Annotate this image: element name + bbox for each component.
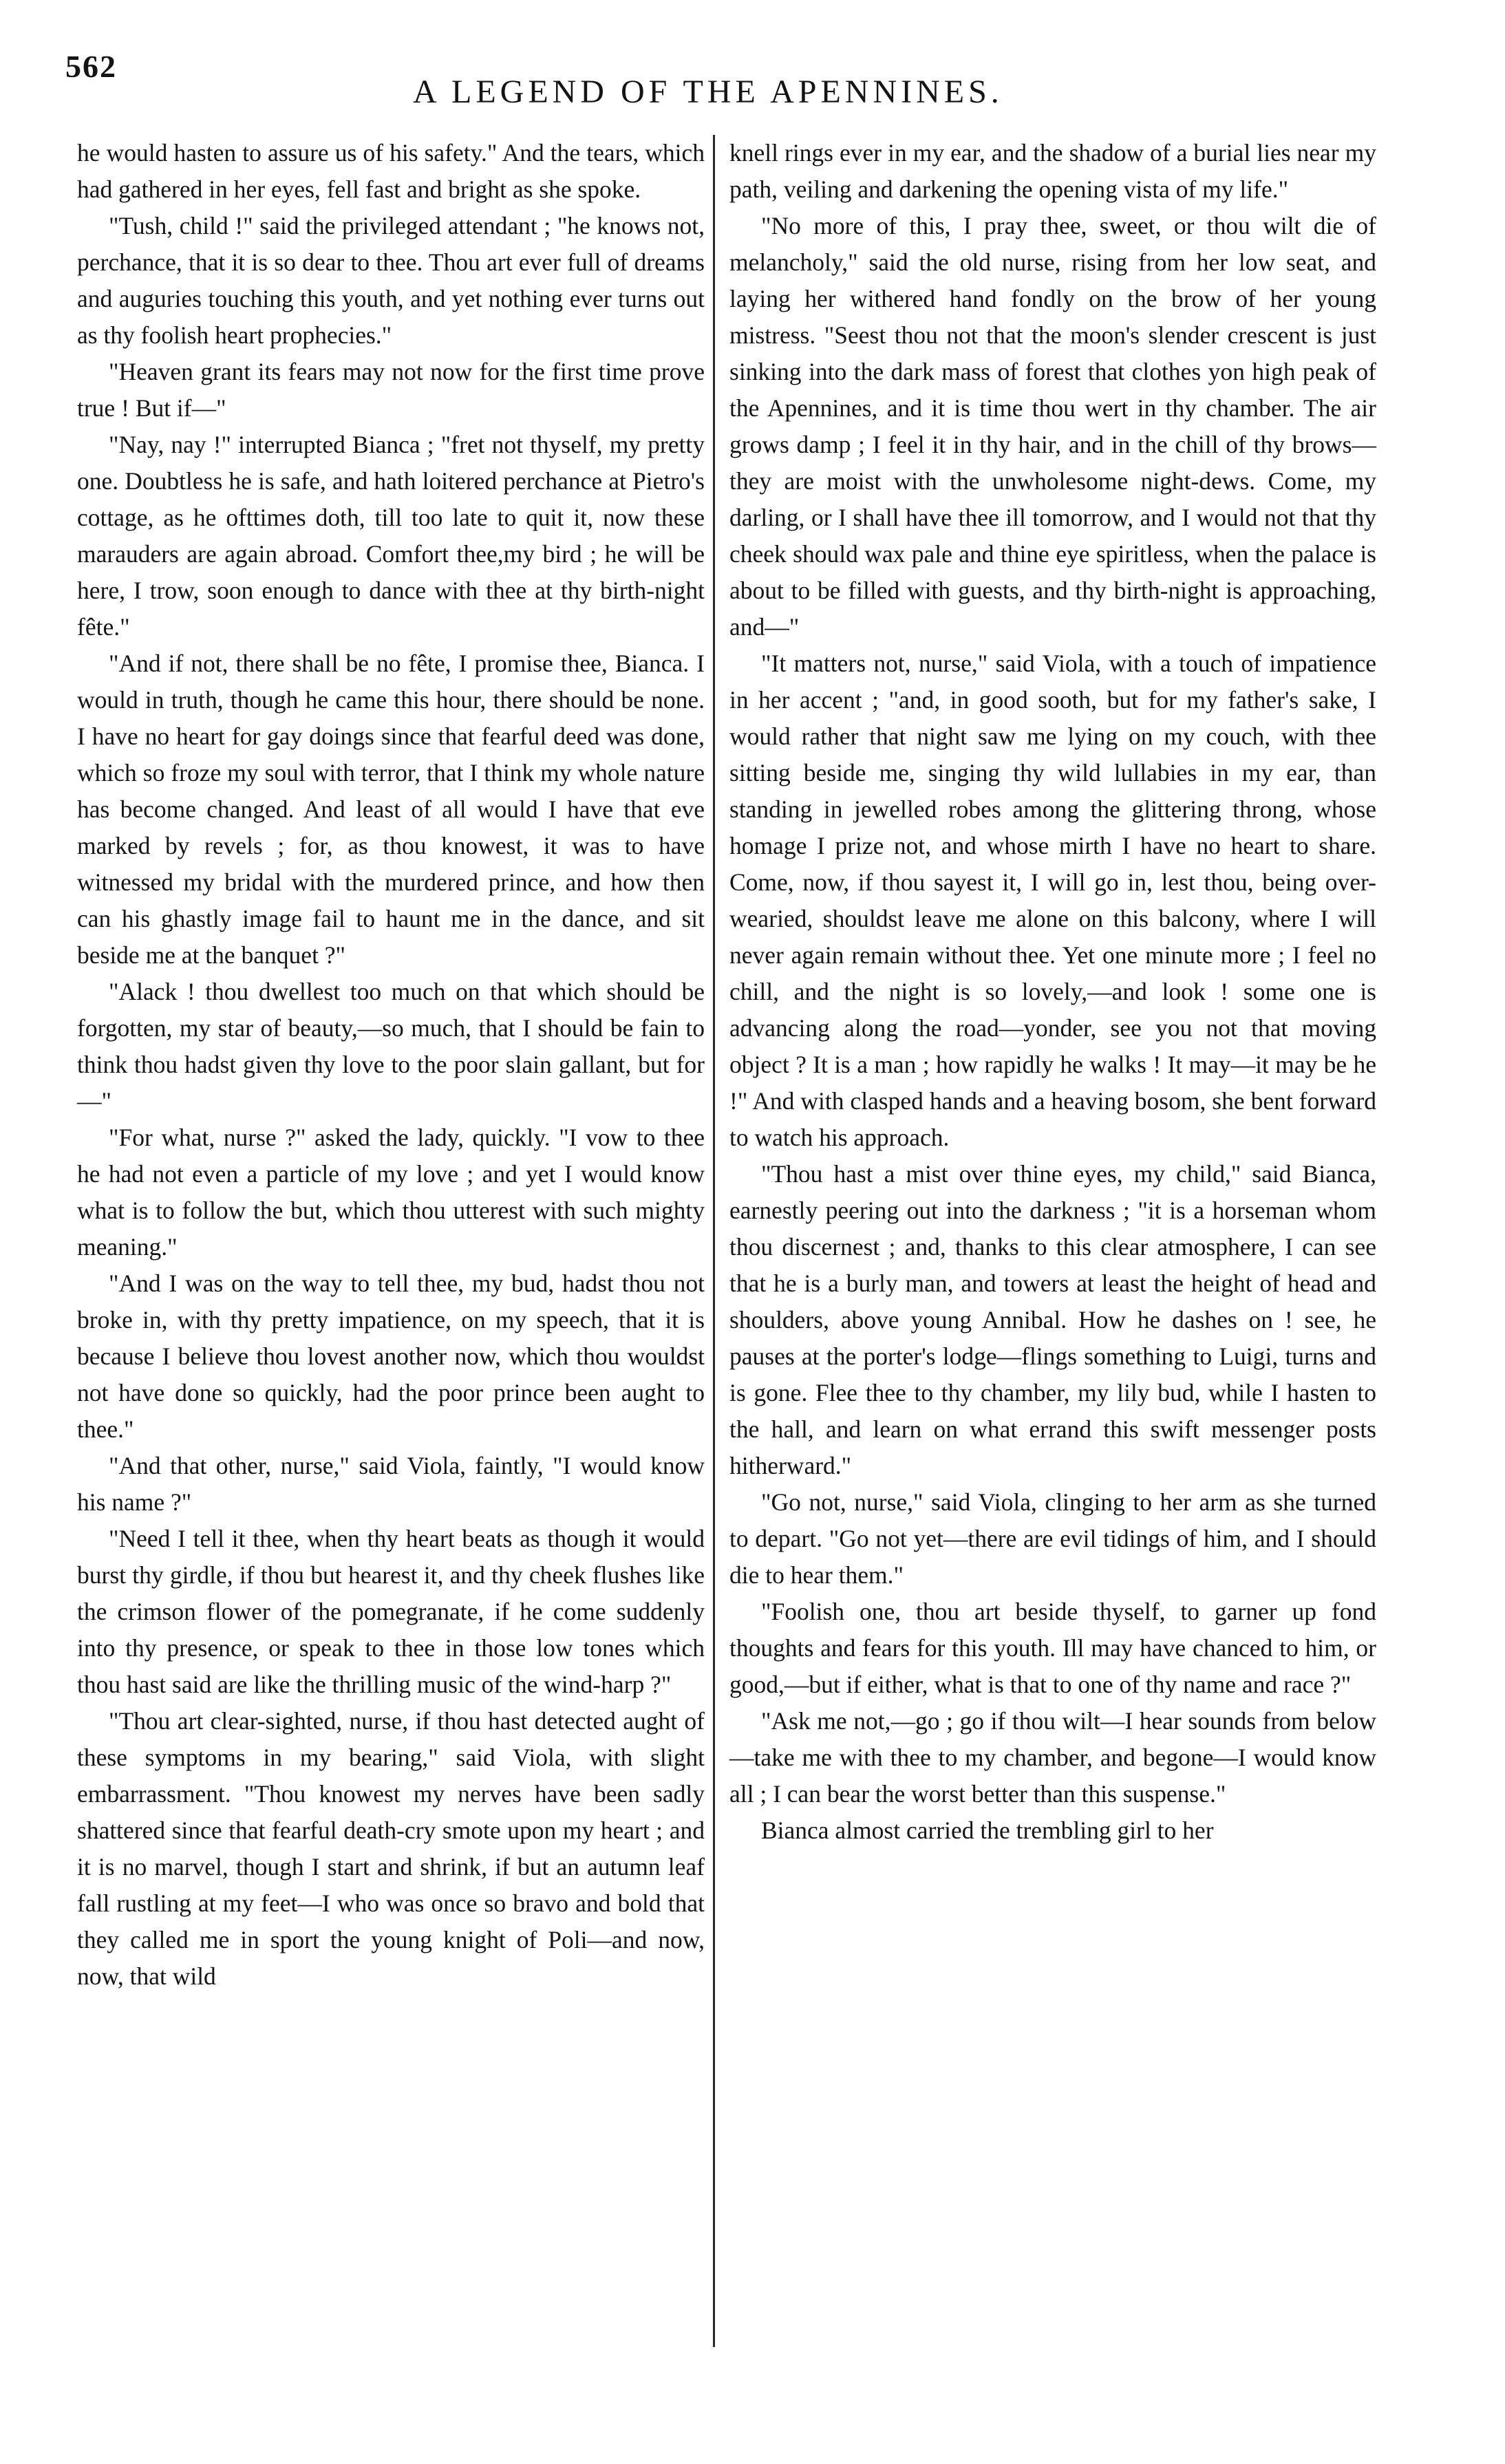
page-number: 562 <box>65 49 117 84</box>
paragraph: "For what, nurse ?" asked the lady, quickly. "I vow to thee he had not even a particle of my love ; and yet I would know what is to follow the but, which thou utterest with such mighty meaning." <box>77 1124 705 1261</box>
paragraph: "And I was on the way to tell thee, my bud, hadst thou not broke in, with thy pretty impatience, on my speech, that it is because I believe thou lovest another now, which thou wouldst not have done so quickly, had the poor prince been aught to thee." <box>77 1270 705 1443</box>
running-title: A LEGEND OF THE APENNINES. <box>413 74 1003 110</box>
paragraph: "Thou art clear-sighted, nurse, if thou hast detected aught of these symptoms in my bearing," said Viola, with slight embarrassment. "Thou knowest my nerves have been sadly shattered since that fearful death-cry smote upon my heart ; and it is no marvel, though I start and shrink, if but an autumn leaf fall rustling at my feet—I who was once so bravo and bold that they called me in sport the young knight of Poli—and now, now, that wild <box>77 1707 705 1990</box>
paragraph: he would hasten to assure us of his safety." And the tears, which had gathered in her eyes, fell fast and bright as she spoke. <box>77 139 705 203</box>
column-rule <box>713 135 715 2347</box>
paragraph: "Thou hast a mist over thine eyes, my child," said Bianca, earnestly peering out into the darkness ; "it is a horseman whom thou discernest ; and, thanks to this clear atmosphere, I can see that he is a burly man, and towers at least the height of head and shoulders, above young Annibal. How he dashes on ! see, he pauses at the porter's lodge—flings something to Luigi, turns and is gone. Flee thee to thy chamber, my lily bud, while I hasten to the hall, and learn on what errand this swift messenger posts hitherward." <box>729 1160 1376 1479</box>
paragraph: "Go not, nurse," said Viola, clinging to her arm as she turned to depart. "Go not yet—there are evil tidings of him, and I should die to hear them." <box>729 1488 1376 1589</box>
paragraph: "Heaven grant its fears may not now for the first time prove true ! But if—" <box>77 358 705 422</box>
left-column <box>77 135 705 1995</box>
paragraph: "Need I tell it thee, when thy heart beats as though it would burst thy girdle, if thou but hearest it, and thy cheek flushes like the crimson flower of the pomegranate, if he come suddenly into thy presence, or speak to thee in those low tones which thou hast said are like the thrilling music of the wind-harp ?" <box>77 1525 705 1698</box>
paragraph: Bianca almost carried the trembling girl to her <box>761 1817 1214 1844</box>
paragraph: knell rings ever in my ear, and the shadow of a burial lies near my path, veiling and darkening the opening vista of my life." <box>729 139 1376 203</box>
paragraph: "And if not, there shall be no fête, I promise thee, Bianca. I would in truth, though he came this hour, there should be none. I have no heart for gay doings since that fearful deed was done, which so froze my soul with terror, that I think my whole nature has become changed. And least of all would I have that eve marked by revels ; for, as thou knowest, it was to have witnessed my bridal with the murdered prince, and how then can his ghastly image fail to haunt me in the dance, and sit beside me at the banquet ?" <box>77 650 705 969</box>
paragraph: "Ask me not,—go ; go if thou wilt—I hear sounds from below—take me with thee to my chamber, and begone—I would know all ; I can bear the worst better than this suspense." <box>729 1707 1376 1808</box>
paragraph: "Tush, child !" said the privileged attendant ; "he knows not, perchance, that it is so dear to thee. Thou art ever full of dreams and auguries touching this youth, and yet nothing ever turns out as thy foolish heart prophecies." <box>77 212 705 349</box>
paragraph: "Foolish one, thou art beside thyself, to garner up fond thoughts and fears for this youth. Ill may have chanced to him, or good,—but if either, what is that to one of thy name and race ?" <box>729 1598 1376 1698</box>
paragraph: "It matters not, nurse," said Viola, with a touch of impatience in her accent ; "and, in good sooth, but for my father's sake, I would rather that night saw me lying on my couch, with thee sitting beside me, singing thy wild lullabies in my ear, than standing in jewelled robes among the glittering throng, whose homage I prize not, and whose mirth I have no heart to share. Come, now, if thou sayest it, I will go in, lest thou, being over-wearied, shouldst leave me alone on this balcony, where I will never again remain without thee. Yet one minute more ; I feel no chill, and the night is so lovely,—and look ! some one is advancing along the road—yonder, see you not that moving object ? It is a man ; how rapidly he walks ! It may—it may be he !" And with clasped hands and a heaving bosom, she bent forward to watch his approach. <box>729 650 1376 1151</box>
paragraph: "And that other, nurse," said Viola, faintly, "I would know his name ?" <box>77 1452 705 1516</box>
right-column <box>729 135 1376 1849</box>
paragraph: "No more of this, I pray thee, sweet, or thou wilt die of melancholy," said the old nurse, rising from her low seat, and laying her withered hand fondly on the brow of her young mistress. "Seest thou not that the moon's slender crescent is just sinking into the dark mass of forest that clothes yon high peak of the Apennines, and it is time thou wert in thy chamber. The air grows damp ; I feel it in thy hair, and in the chill of thy brows—they are moist with the unwholesome night-dews. Come, my darling, or I shall have thee ill tomorrow, and I would not that thy cheek should wax pale and thine eye spiritless, when the palace is about to be filled with guests, and thy birth-night is approaching, and—" <box>729 212 1376 641</box>
paragraph: "Nay, nay !" interrupted Bianca ; "fret not thyself, my pretty one. Doubtless he is safe, and hath loitered perchance at Pietro's cottage, as he ofttimes doth, till too late to quit it, now these marauders are again abroad. Comfort thee,my bird ; he will be here, I trow, soon enough to dance with thee at thy birth-night fête." <box>77 431 705 641</box>
paragraph: "Alack ! thou dwellest too much on that which should be forgotten, my star of beauty,—so much, that I should be fain to think thou hadst given thy love to the poor slain gallant, but for—" <box>77 978 705 1115</box>
